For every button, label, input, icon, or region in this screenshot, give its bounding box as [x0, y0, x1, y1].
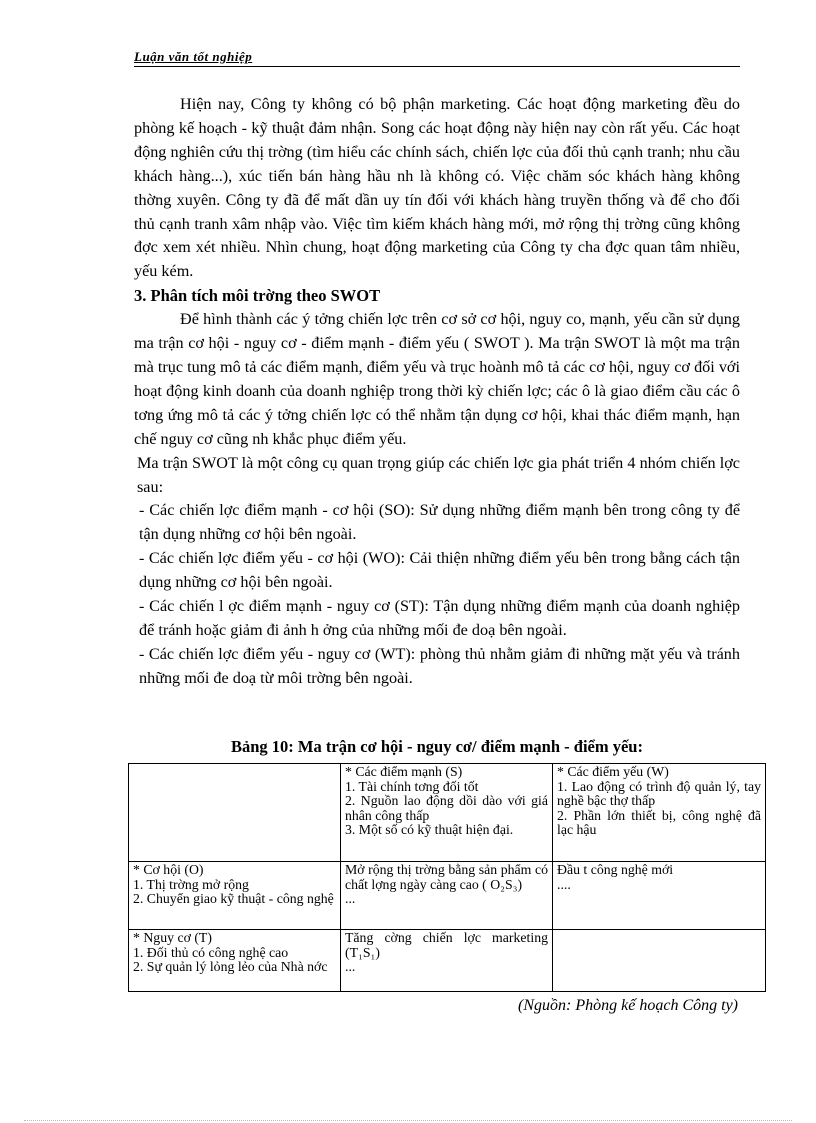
cell-line: 1. Tài chính tơng đối tốt — [345, 778, 479, 794]
list-item-wo: - Các chiến lợc điểm yếu - cơ hội (WO): Cải thiện những điểm yếu bên trong bằng cách tận dụng những cơ hội bên ngoài. — [139, 549, 740, 592]
cell-line: Tăng cờng chiến lợc marketing (T₁S₁) — [345, 930, 548, 960]
cell-line: 3. Một số có kỹ thuật hiện đại. — [345, 822, 514, 838]
table-source: (Nguồn: Phòng kế hoạch Công ty) — [518, 997, 738, 1014]
table-row — [129, 930, 766, 992]
paragraph-marketing: Hiện nay, Công ty không có bộ phận marketing. Các hoạt động marketing đều do phòng kế hoạch - kỹ thuật đảm nhận. Song các hoạt động này hiện nay còn rất yếu. Các hoạt động nghiên cứu thị trờng (tìm hiểu các chính sách, chiến lợc của đối thủ cạnh tranh; nhu cầu khách hàng...), xúc tiến bán hàng hầu nh là không có. Việc chăm sóc khách hàng không thờng xuyên. Công ty đã để mất dần uy tín đối với khách hàng truyền thống và để cho đối thủ cạnh tranh xâm nhập vào. Việc tìm kiếm khách hàng mới, mở rộng thị trờng cũng không đợc xem xét nhiều. Nhìn chung, hoạt động marketing của Công ty cha đợc quan tâm nhiều, yếu kém. — [134, 95, 740, 281]
cell-line: * Cơ hội (O) — [133, 862, 204, 877]
cell-line: Mở rộng thị trờng bằng sản phẩm có chất lợng ngày càng cao ( O₂S₃) — [345, 862, 548, 892]
weaknesses-cell — [553, 764, 766, 862]
wt-cell — [553, 930, 766, 992]
cell-line: ... — [345, 959, 356, 975]
wo-cell — [553, 862, 766, 930]
cell-line: 1. Đối thủ có công nghệ cao — [133, 944, 289, 960]
cell-line: 1. Thị trờng mở rộng — [133, 876, 249, 892]
list-item-st: - Các chiến l ợc điểm mạnh - nguy cơ (ST): Tận dụng những điểm mạnh của doanh nghiệp để tránh hoặc giảm đi ảnh h ởng của những mối đe doạ bên ngoài. — [139, 597, 740, 639]
table-row — [129, 764, 766, 862]
cell-line: .... — [557, 876, 571, 892]
section-heading: 3. Phân tích môi trờng theo SWOT — [134, 286, 381, 306]
header-title: Luận văn tốt nghiệp — [134, 49, 253, 64]
cell-line: * Nguy cơ (T) — [133, 930, 212, 945]
document-body — [134, 93, 740, 691]
swot-table — [128, 763, 766, 992]
paragraph-swot-groups: Ma trận SWOT là một công cụ quan trọng giúp các chiến lợc gia phát triển 4 nhóm chiến lợc sau: — [137, 453, 740, 496]
strengths-cell — [341, 764, 553, 862]
cell-line: * Các điểm mạnh (S) — [345, 764, 463, 779]
st-cell — [341, 930, 553, 992]
cell-line: 1. Lao động có trình độ quản lý, tay nghề bậc thợ thấp — [557, 778, 761, 809]
so-cell — [341, 862, 553, 930]
corner-cell — [129, 764, 341, 862]
cell-line: 2. Phần lớn thiết bị, công nghệ đã lạc hậu — [557, 807, 761, 838]
cell-line: 2. Sự quản lý lỏng lẻo của Nhà nớc — [133, 959, 328, 975]
table-caption: Bảng 10: Ma trận cơ hội - nguy cơ/ điểm mạnh - điểm yếu: — [231, 737, 643, 756]
list-item-so: - Các chiến lợc điểm mạnh - cơ hội (SO): Sử dụng những điểm mạnh bên trong công ty để tận dụng những cơ hội bên ngoài. — [139, 501, 740, 544]
list-item-wt: - Các chiến lợc điểm yếu - nguy cơ (WT): phòng thủ nhằm giảm đi những mặt yếu và tránh những mối đe doạ từ môi trờng bên ngoài. — [139, 644, 740, 687]
cell-line: 2. Chuyển giao kỹ thuật - công nghệ — [133, 891, 334, 907]
paragraph-swot-intro: Để hình thành các ý tởng chiến lợc trên cơ sở cơ hội, nguy co, mạnh, yếu cần sử dụng ma trận cơ hội - nguy cơ - điểm mạnh - điểm yếu ( SWOT ). Ma trận SWOT là một ma trận mà trục tung mô tả các điểm mạnh, điểm yếu và trục hoành mô tả các cơ hội, nguy cơ đối với hoạt động kinh doanh của doanh nghiệp trong thời kỳ chiến lợc; các ô là giao điểm cầu các ô tơng ứng mô tả các ý tởng chiến lợc có thể nhằm tận dụng cơ hội, khai thác điểm mạnh, hạn chế nguy cơ cũng nh khắc phục điểm yếu. — [134, 310, 740, 448]
cell-line: * Các điểm yếu (W) — [557, 764, 669, 779]
page-bottom-divider — [24, 1120, 792, 1121]
cell-line: Đầu t công nghệ mới — [557, 862, 674, 877]
cell-line: ... — [345, 891, 356, 907]
page-header — [134, 48, 740, 67]
cell-line: 2. Nguồn lao động dồi dào với giá nhân công thấp — [345, 793, 548, 823]
threats-cell — [129, 930, 341, 992]
table-row — [129, 862, 766, 930]
opportunities-cell — [129, 862, 341, 930]
